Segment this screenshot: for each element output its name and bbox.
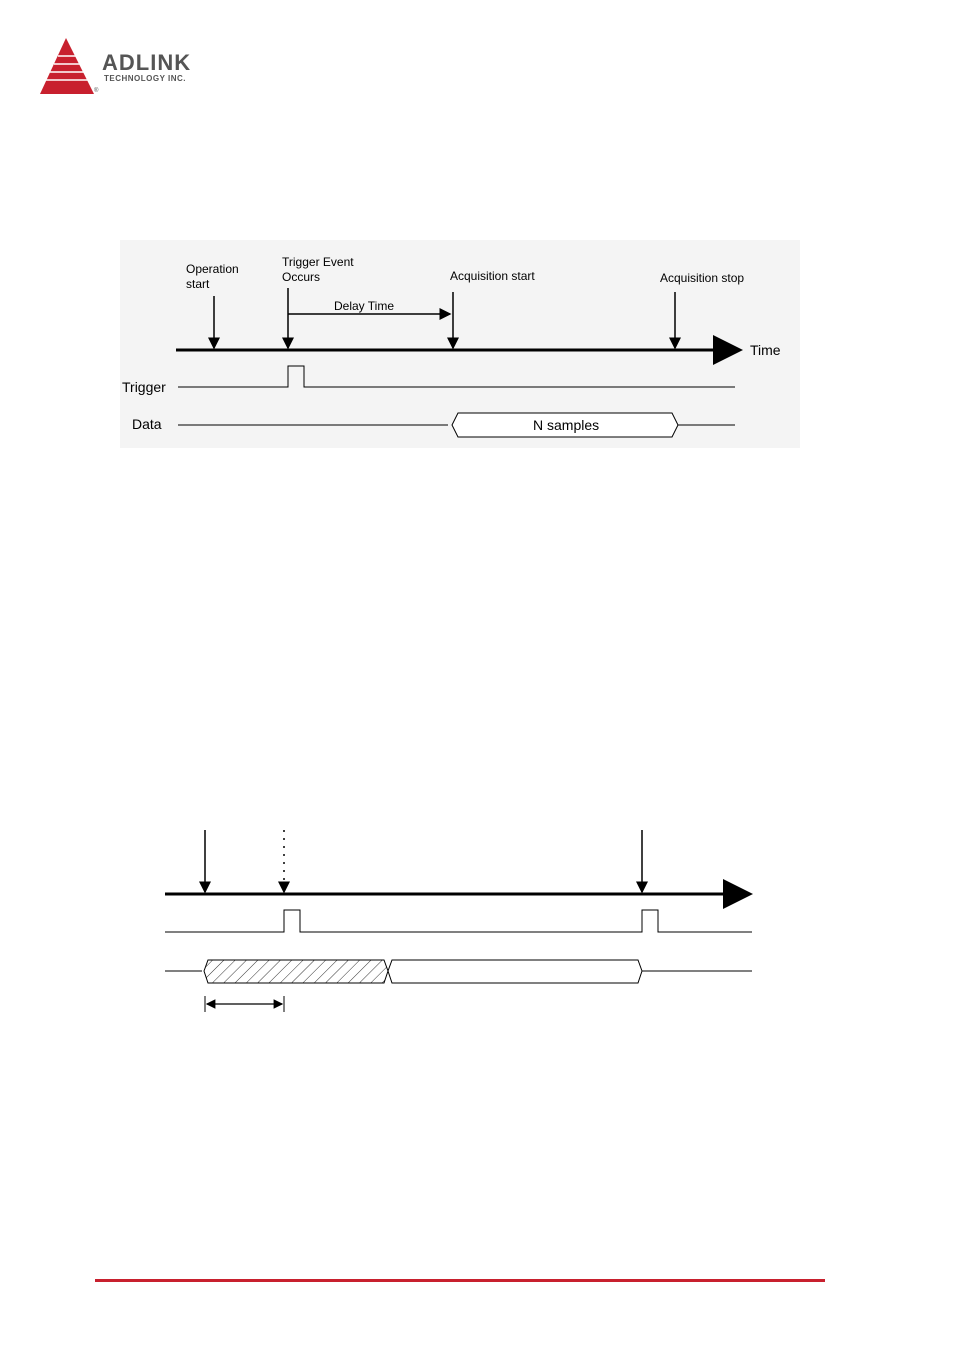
acquisition-start-label: Acquisition start [450,269,535,283]
registered-mark: ® [94,88,99,94]
brand-name: ADLINK [102,50,192,75]
trigger-event-label-1: Trigger Event [282,255,354,269]
brand-subtitle: TECHNOLOGY INC. [104,74,187,83]
delay-time-label: Delay Time [334,299,395,313]
operation-start-label-1: Operation [186,262,239,276]
trigger-signal-waveform-2 [165,910,752,932]
operation-start-label-2: start [186,277,210,291]
post-trigger-block [388,960,642,983]
pre-trigger-timing-diagram [160,820,770,1020]
trigger-row-label: Trigger [122,379,166,395]
acquisition-stop-label: Acquisition stop [660,271,745,285]
trigger-signal-waveform [178,366,735,387]
trigger-event-label-2: Occurs [282,270,321,284]
delay-trigger-timing-diagram [120,240,800,448]
timing-diagram-2-svg [160,820,770,1020]
data-row-label: Data [132,416,162,432]
n-samples-label: N samples [533,417,600,433]
time-axis-label: Time [750,342,781,358]
footer-rule [95,1279,825,1282]
timing-diagram-1-svg [120,240,800,448]
pre-trigger-hatched-block [204,960,388,983]
adlink-logo [38,36,238,100]
logo-triangle-icon [38,36,98,100]
